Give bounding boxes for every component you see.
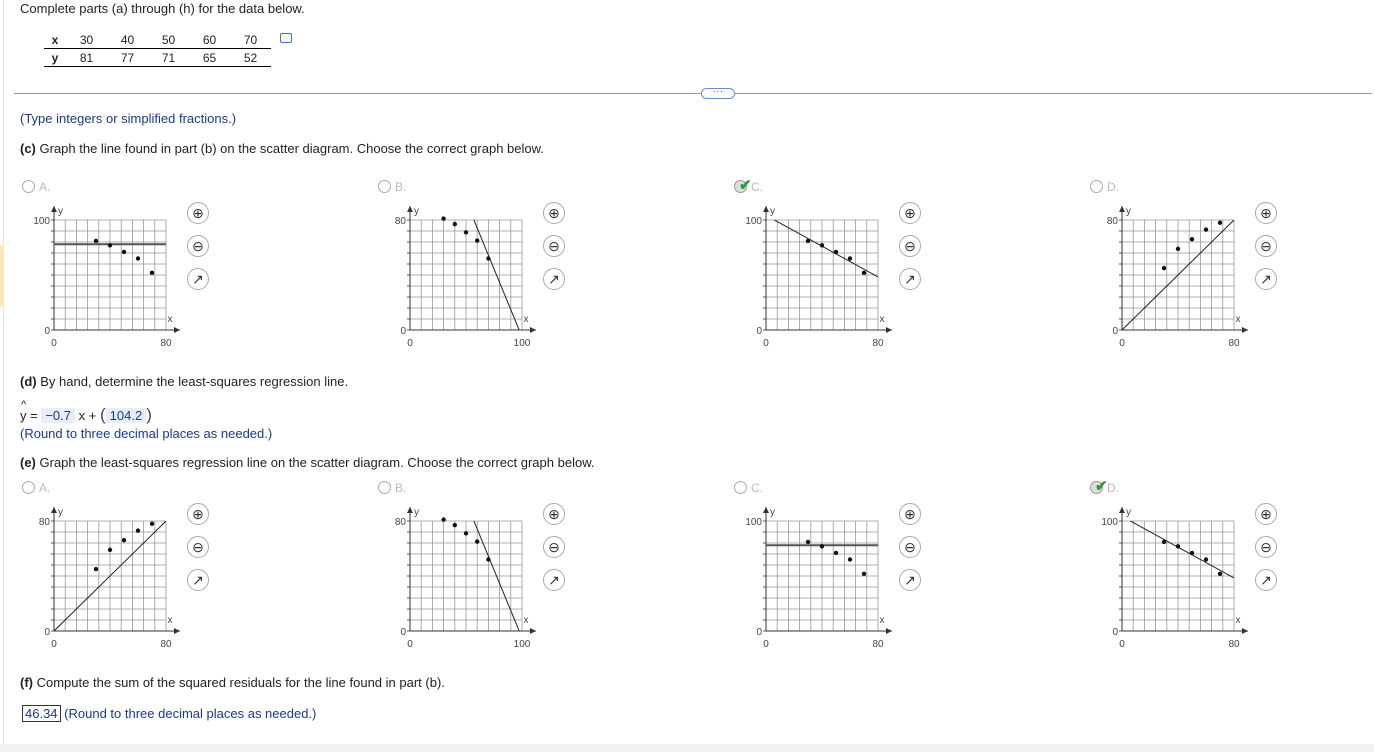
option-letter: B. bbox=[395, 481, 407, 495]
x-zero-label: 0 bbox=[51, 639, 57, 650]
zoom-out-icon[interactable]: ⊖ bbox=[187, 536, 209, 558]
y-axis-label: y bbox=[770, 507, 775, 518]
x-plus: x + bbox=[78, 408, 97, 423]
data-point bbox=[820, 243, 824, 247]
y-zero-label: 0 bbox=[44, 326, 50, 337]
y-max-label: 100 bbox=[33, 216, 50, 227]
y-zero-label: 0 bbox=[1112, 627, 1118, 638]
radio-button[interactable] bbox=[734, 481, 747, 494]
part-c-question bbox=[20, 141, 544, 156]
y-arrow bbox=[407, 507, 413, 513]
radio-button[interactable] bbox=[22, 180, 35, 193]
data-point bbox=[122, 250, 126, 254]
x-axis-label: x bbox=[523, 314, 529, 325]
regression-line bbox=[468, 507, 522, 638]
zoom-in-icon[interactable]: ⊕ bbox=[1255, 202, 1277, 224]
zoom-in-icon[interactable]: ⊕ bbox=[1255, 503, 1277, 525]
zoom-out-icon[interactable]: ⊖ bbox=[543, 536, 565, 558]
zoom-in-icon[interactable]: ⊕ bbox=[899, 503, 921, 525]
option-letter: B. bbox=[395, 180, 407, 194]
popout-icon[interactable]: ↗ bbox=[899, 569, 921, 591]
radio-button[interactable] bbox=[1090, 180, 1103, 193]
zoom-out-icon[interactable]: ⊖ bbox=[543, 235, 565, 257]
option-letter: D. bbox=[1107, 180, 1119, 194]
data-point bbox=[94, 239, 98, 243]
y-cell: 65 bbox=[189, 49, 230, 67]
data-point bbox=[862, 572, 866, 576]
radio-button[interactable] bbox=[378, 180, 391, 193]
data-point bbox=[1176, 544, 1180, 548]
popout-icon[interactable]: ↗ bbox=[187, 569, 209, 591]
x-max-label: 100 bbox=[513, 338, 531, 349]
data-point bbox=[94, 567, 98, 571]
zoom-out-icon[interactable]: ⊖ bbox=[1255, 536, 1277, 558]
intro-text: Complete parts (a) through (h) for the data below. bbox=[20, 1, 305, 16]
x-zero-label: 0 bbox=[763, 338, 769, 349]
option-c-d[interactable] bbox=[1090, 180, 1119, 194]
x-arrow bbox=[530, 628, 536, 634]
popout-icon[interactable]: ↗ bbox=[187, 268, 209, 290]
x-zero-label: 0 bbox=[1119, 338, 1125, 349]
left-tab[interactable] bbox=[0, 245, 4, 307]
data-point bbox=[108, 243, 112, 247]
data-point bbox=[136, 256, 140, 260]
y-axis-label: y bbox=[1126, 507, 1131, 518]
radio-button[interactable] bbox=[378, 481, 391, 494]
data-point bbox=[441, 216, 445, 220]
popout-icon[interactable]: ↗ bbox=[1255, 268, 1277, 290]
option-letter: A. bbox=[39, 481, 51, 495]
popout-icon[interactable]: ↗ bbox=[543, 268, 565, 290]
part-d-text: By hand, determine the least-squares regression line. bbox=[36, 374, 349, 389]
y-header: y bbox=[44, 49, 66, 67]
data-point bbox=[1162, 266, 1166, 270]
scatter-graph bbox=[1096, 501, 1266, 651]
y-zero-label: 0 bbox=[756, 326, 762, 337]
y-arrow bbox=[51, 507, 57, 513]
option-c-b[interactable] bbox=[378, 180, 406, 194]
y-arrow bbox=[763, 507, 769, 513]
part-f-note: (Round to three decimal places as needed.) bbox=[64, 706, 317, 721]
data-point bbox=[136, 528, 140, 532]
regression-line bbox=[468, 206, 522, 337]
y-arrow bbox=[763, 206, 769, 212]
option-letter: C. bbox=[751, 481, 763, 495]
data-point bbox=[806, 239, 810, 243]
data-point bbox=[150, 271, 154, 275]
popout-icon[interactable]: ↗ bbox=[899, 268, 921, 290]
x-zero-label: 0 bbox=[407, 338, 413, 349]
part-f-text: Compute the sum of the squared residuals for the line found in part (b). bbox=[33, 675, 445, 690]
part-f-question bbox=[20, 675, 445, 690]
expand-handle[interactable]: ··· bbox=[701, 88, 735, 99]
part-f-answer-row bbox=[22, 705, 316, 722]
data-point bbox=[1218, 572, 1222, 576]
option-e-c[interactable] bbox=[734, 481, 763, 495]
x-arrow bbox=[174, 628, 180, 634]
radio-button[interactable] bbox=[22, 481, 35, 494]
x-arrow bbox=[174, 327, 180, 333]
data-point bbox=[453, 523, 457, 527]
data-point bbox=[464, 531, 468, 535]
data-point bbox=[441, 517, 445, 521]
y-arrow bbox=[1119, 507, 1125, 513]
y-axis-label: y bbox=[58, 507, 63, 518]
data-point bbox=[122, 538, 126, 542]
x-zero-label: 0 bbox=[51, 338, 57, 349]
part-e-text: Graph the least-squares regression line on the scatter diagram. Choose the correct graph below. bbox=[35, 455, 595, 470]
y-axis-label: y bbox=[770, 206, 775, 217]
x-max-label: 80 bbox=[872, 338, 884, 349]
left-border bbox=[3, 0, 4, 752]
y-max-label: 80 bbox=[38, 517, 50, 528]
part-d-note: (Round to three decimal places as needed.) bbox=[20, 426, 273, 441]
data-point bbox=[486, 557, 490, 561]
paren-open: ( bbox=[99, 405, 106, 424]
x-header: x bbox=[44, 31, 66, 49]
data-point bbox=[1190, 237, 1194, 241]
data-point bbox=[464, 230, 468, 234]
x-arrow bbox=[886, 327, 892, 333]
x-axis-label: x bbox=[523, 615, 529, 626]
part-c-label: (c) bbox=[20, 141, 36, 156]
data-point bbox=[475, 238, 479, 242]
x-max-label: 80 bbox=[1228, 338, 1240, 349]
option-e-a[interactable] bbox=[22, 481, 50, 495]
x-arrow bbox=[1242, 327, 1248, 333]
part-c-text: Graph the line found in part (b) on the scatter diagram. Choose the correct graph below. bbox=[35, 141, 544, 156]
x-cell: 60 bbox=[189, 31, 230, 49]
data-point bbox=[820, 544, 824, 548]
x-arrow bbox=[530, 327, 536, 333]
data-point bbox=[475, 539, 479, 543]
zoom-out-icon[interactable]: ⊖ bbox=[187, 235, 209, 257]
scatter-graph bbox=[740, 200, 910, 350]
y-hat-letter: y bbox=[20, 408, 27, 423]
scatter-graph bbox=[384, 200, 554, 350]
x-cell: 30 bbox=[66, 31, 107, 49]
y-max-label: 100 bbox=[745, 216, 762, 227]
x-axis-label: x bbox=[1235, 314, 1241, 325]
scatter-graph bbox=[384, 501, 554, 651]
data-point bbox=[848, 256, 852, 260]
y-cell: 52 bbox=[230, 49, 271, 67]
y-arrow bbox=[407, 206, 413, 212]
x-max-label: 80 bbox=[160, 639, 172, 650]
x-cell: 40 bbox=[107, 31, 148, 49]
scatter-graph bbox=[740, 501, 910, 651]
option-e-b[interactable] bbox=[378, 481, 406, 495]
data-point bbox=[848, 557, 852, 561]
data-point bbox=[453, 222, 457, 226]
data-point bbox=[1204, 557, 1208, 561]
part-d-label: (d) bbox=[20, 374, 37, 389]
option-letter: C. bbox=[751, 180, 763, 194]
x-arrow bbox=[886, 628, 892, 634]
x-max-label: 80 bbox=[872, 639, 884, 650]
y-cell: 71 bbox=[148, 49, 189, 67]
zoom-in-icon[interactable]: ⊕ bbox=[187, 202, 209, 224]
y-axis-label: y bbox=[58, 206, 63, 217]
x-zero-label: 0 bbox=[1119, 639, 1125, 650]
slope-answer[interactable]: −0.7 bbox=[41, 408, 75, 423]
x-zero-label: 0 bbox=[763, 639, 769, 650]
y-max-label: 100 bbox=[1101, 517, 1118, 528]
y-axis-label: y bbox=[1126, 206, 1131, 217]
data-point bbox=[1204, 227, 1208, 231]
option-c-a[interactable] bbox=[22, 180, 50, 194]
part-d-question bbox=[20, 374, 348, 389]
option-letter: D. bbox=[1107, 481, 1119, 495]
data-point bbox=[1190, 551, 1194, 555]
x-arrow bbox=[1242, 628, 1248, 634]
x-axis-label: x bbox=[879, 314, 885, 325]
zoom-in-icon[interactable]: ⊕ bbox=[899, 202, 921, 224]
y-zero-label: 0 bbox=[1112, 326, 1118, 337]
y-max-label: 80 bbox=[1106, 216, 1118, 227]
scatter-graph bbox=[1096, 200, 1266, 350]
x-cell: 50 bbox=[148, 31, 189, 49]
data-point bbox=[150, 522, 154, 526]
y-cell: 81 bbox=[66, 49, 107, 67]
y-max-label: 80 bbox=[394, 216, 406, 227]
x-max-label: 80 bbox=[1228, 639, 1240, 650]
x-cell: 70 bbox=[230, 31, 271, 49]
intercept-answer[interactable]: 104.2 bbox=[106, 408, 147, 423]
scatter-graph bbox=[28, 501, 198, 651]
part-f-label: (f) bbox=[20, 675, 33, 690]
option-letter: A. bbox=[39, 180, 51, 194]
data-point bbox=[834, 250, 838, 254]
y-zero-label: 0 bbox=[44, 627, 50, 638]
sum-squared-residuals-answer[interactable]: 46.34 bbox=[22, 705, 61, 722]
y-axis-label: y bbox=[414, 507, 419, 518]
x-max-label: 100 bbox=[513, 639, 531, 650]
check-icon: ✔ bbox=[739, 177, 752, 194]
zoom-out-icon[interactable]: ⊖ bbox=[1255, 235, 1277, 257]
zoom-in-icon[interactable]: ⊕ bbox=[187, 503, 209, 525]
y-zero-label: 0 bbox=[400, 326, 406, 337]
x-max-label: 80 bbox=[160, 338, 172, 349]
scatter-graph bbox=[28, 200, 198, 350]
x-axis-label: x bbox=[167, 615, 173, 626]
check-icon: ✔ bbox=[1095, 478, 1108, 495]
copy-icon[interactable] bbox=[280, 33, 292, 43]
data-table bbox=[44, 31, 271, 67]
footer-bar bbox=[0, 744, 1374, 752]
y-arrow bbox=[1119, 206, 1125, 212]
data-point bbox=[862, 271, 866, 275]
x-axis-label: x bbox=[1235, 615, 1241, 626]
y-cell: 77 bbox=[107, 49, 148, 67]
zoom-out-icon[interactable]: ⊖ bbox=[899, 235, 921, 257]
type-hint: (Type integers or simplified fractions.) bbox=[20, 111, 237, 126]
data-point bbox=[486, 256, 490, 260]
data-point bbox=[1218, 221, 1222, 225]
data-point bbox=[1162, 540, 1166, 544]
x-axis-label: x bbox=[167, 314, 173, 325]
regression-equation bbox=[20, 399, 152, 425]
equals-sign: = bbox=[30, 408, 38, 423]
y-arrow bbox=[51, 206, 57, 212]
section-divider bbox=[14, 93, 1372, 94]
part-e-label: (e) bbox=[20, 455, 36, 470]
data-point bbox=[1176, 247, 1180, 251]
x-zero-label: 0 bbox=[407, 639, 413, 650]
data-point bbox=[108, 548, 112, 552]
popout-icon[interactable]: ↗ bbox=[1255, 569, 1277, 591]
data-point bbox=[834, 551, 838, 555]
zoom-out-icon[interactable]: ⊖ bbox=[899, 536, 921, 558]
paren-close: ) bbox=[146, 405, 152, 424]
y-axis-label: y bbox=[414, 206, 419, 217]
y-max-label: 100 bbox=[745, 517, 762, 528]
y-max-label: 80 bbox=[394, 517, 406, 528]
data-point bbox=[806, 540, 810, 544]
zoom-in-icon[interactable]: ⊕ bbox=[543, 202, 565, 224]
x-axis-label: x bbox=[879, 615, 885, 626]
y-zero-label: 0 bbox=[756, 627, 762, 638]
zoom-in-icon[interactable]: ⊕ bbox=[543, 503, 565, 525]
popout-icon[interactable]: ↗ bbox=[543, 569, 565, 591]
part-e-question bbox=[20, 455, 594, 470]
y-zero-label: 0 bbox=[400, 627, 406, 638]
y-hat: ^ y bbox=[20, 399, 27, 423]
